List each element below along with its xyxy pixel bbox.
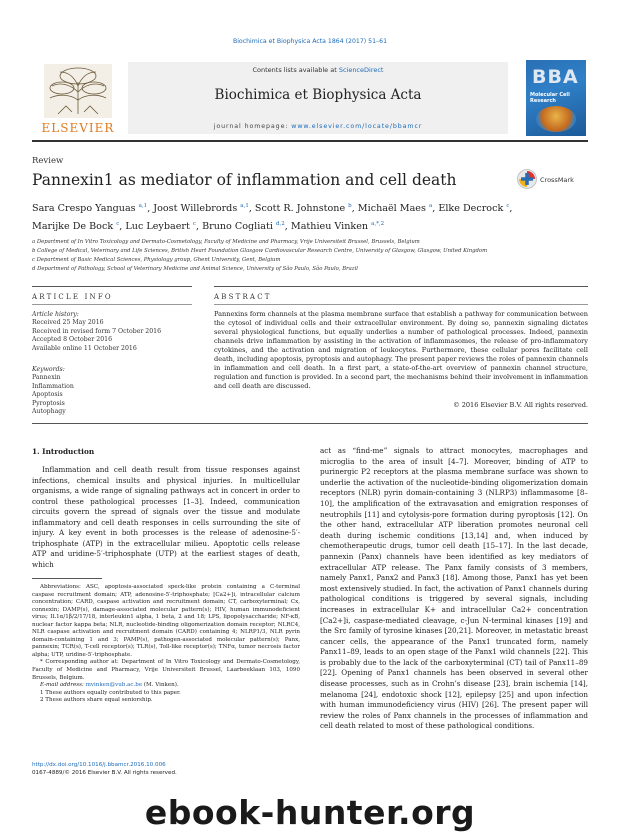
footnotes: [32, 584, 300, 705]
history-accepted: Accepted 8 October 2016: [32, 336, 113, 344]
history-label: Article history:: [32, 311, 79, 318]
article-info-rule-lower: [32, 304, 192, 305]
authors-line-1[interactable]: Sara Crespo Yanguas $^{a,1}$, Joost Willebrords $^{a,1}$, Scott R. Johnstone $^b$, Michaël Maes $^a$, Elke Decrock $^c$,: [32, 203, 513, 215]
section-heading-introduction: 1. Introduction: [32, 447, 95, 456]
article-history: [32, 311, 192, 353]
homepage-prefix: journal homepage:: [213, 123, 292, 130]
email-footnote: [32, 682, 300, 690]
abstract-rule-lower: [214, 304, 588, 305]
intro-paragraph-right: act as “find-me” signals to attract monocytes, macrophages and microglia to the area of insult [4–7]. Moreover, binding of ATP to purinergic P2 receptors at the plasma membrane surface was shown to underlie the activation of the nucleotide-binding oligomerization domain receptors (NLR) pyrin domain-containing 3 (NLRP3) inflammasome [8–10], the amplification of the extravasation and emigration responses of neutrophils [11] and cytolysis-pore formation during pyroptosis [12]. On the other hand, extracellular ATP liberation promotes neuronal cell death during ischemic conditions [13,14] and, when induced by chemotherapeutic drugs, tumor cell death [15–17]. In the last decade, pannexin (Panx) channels have been identified as key mediators of extracellular ATP release. The Panx family consists of 3 members, namely Panx1, Panx2 and Panx3 [18]. Among those, Panx1 has yet been most extensively studied. In fact, the activation of Panx1 channels during pathological conditions is triggered by several signals, including increases in extracellular K+ and intracellular Ca2+ concentration [Ca2+]i, caspase-mediated cleavage, c-Jun N-terminal kinases [19] and the Src family of tyrosine kinases [20,21]. Moreover, in metastatic breast cancer cells, the appearance of the Panx1 truncated form, namely Panx11–89, leads to an open stage of the Panx1 wild channels [22]. This is probably due to the lack of the carboxyterminal (CT) tail of Panx11–89 [22]. Opening of Panx1 channels has been observed in several other disease processes, such as in Crohn’s disease [23], brain ischemia [14], melanoma [24], endotoxic shock [12], epilepsy [25] and upon infection with human immunodeficiency virus (HIV) [26]. The present paper will review the roles of Panx channels in the processes of inflammation and cell death related to most of these pathological conditions.: [320, 446, 588, 731]
journal-citation[interactable]: Biochimica et Biophysica Acta 1864 (2017) 51–61: [232, 38, 388, 45]
contents-line: [128, 66, 508, 74]
footnote-divider: [32, 578, 102, 579]
doi-link[interactable]: http://dx.doi.org/10.1016/j.bbamcr.2016.10.006: [32, 762, 166, 768]
author-list: [32, 199, 562, 234]
affiliation-d: d Department of Pathology, School of Veterinary Medicine and Animal Science, University of São Paulo, São Paulo, Brazil: [32, 266, 358, 272]
keyword: Inflammation: [32, 382, 74, 390]
authors-line-2[interactable]: Marijke De Bock $^c$, Luc Leybaert $^c$, Bruno Cogliati $^{d,2}$, Mathieu Vinken $^{a,*,2}$: [32, 220, 385, 232]
corresponding-author-footnote: * Corresponding author at: Department of In Vitro Toxicology and Dermato-Cosmetology, Faculty of Medicine and Pharmacy, Vrije Universiteit Brussel, Laarbeeklaan 103, 1090 Brussels, Belgium.: [32, 659, 300, 681]
affiliation-a: a Department of In Vitro Toxicology and Dermato-Cosmetology, Faculty of Medicine and Pharmacy, Vrije Universiteit Brussel, Brussels, Belgium: [32, 239, 420, 245]
article-title: Pannexin1 as mediator of inflammation and cell death: [32, 171, 457, 189]
affiliation-b: b College of Medical, Veterinary and Life Sciences, British Heart Foundation Glasgow Cardiovascular Research Centre, University of Glasgow, Glasgow, United Kingdom: [32, 248, 488, 254]
crossmark-label: CrossMark: [540, 176, 574, 184]
history-online: Available online 11 October 2016: [32, 344, 137, 352]
equal-seniorship-footnote: 2 These authors share equal seniorship.: [40, 697, 153, 704]
keywords: [32, 366, 192, 416]
abstract-rule: [214, 286, 588, 287]
keyword: Pannexin: [32, 374, 61, 382]
sciencedirect-link[interactable]: ScienceDirect: [338, 66, 384, 74]
email-label: E-mail address:: [40, 682, 86, 689]
keyword: Pyroptosis: [32, 399, 65, 407]
article-info-rule: [32, 286, 192, 287]
cover-subtitle: Molecular Cell Research: [530, 92, 570, 104]
affiliation-c: c Department of Basic Medical Sciences, Physiology group, Ghent University, Gent, Belgium: [32, 257, 281, 263]
intro-paragraph-left: Inflammation and cell death result from tissue responses against infections, chemical insults and physical injuries. In multicellular organisms, a wide range of signaling pathways act in concert in order to control these pathological processes [1–3]. Indeed, communication circuits govern the spread of signals over the tissue and modulate inflammatory and cell death responses in cells surrounding the site of injury. A key event in both processes is the release of adenosine-5′-triphosphate (ATP) in the extracellular milieu. Apoptotic cells release ATP and uridine-5′-triphosphate (UTP) at the earliest stages of death, which: [32, 465, 300, 569]
doi-block: [32, 762, 177, 777]
keyword: Apoptosis: [32, 391, 63, 399]
history-revised: Received in revised form 7 October 2016: [32, 327, 162, 335]
history-received: Received 25 May 2016: [32, 319, 104, 327]
cover-title: BBA: [532, 66, 579, 88]
watermark-text: ebook-hunter.org: [144, 793, 476, 832]
abstract-bottom-rule: [32, 423, 588, 424]
email-suffix: (M. Vinken).: [142, 682, 179, 689]
journal-name: Biochimica et Biophysica Acta: [214, 87, 422, 103]
equal-contribution-footnote: 1 These authors equally contributed to this paper.: [40, 689, 181, 696]
article-type: Review: [32, 156, 64, 166]
elsevier-logo-icon: [32, 62, 124, 137]
journal-homepage: [128, 123, 508, 130]
journal-cover-image: [526, 60, 586, 136]
contents-prefix: Contents lists available at: [252, 66, 339, 74]
abbreviations-footnote: Abbreviations: ASC, apoptosis-associated speck-like protein containing a C-terminal caspase recruitment domain; ATP, adenosine-5′-triphosphate; [Ca2+]i, intracellular calcium concentration; CARD, caspase activation and recruitment domain; CT, carboxyterminal; Cx, connexin; DAMP(s), damage-associated molecular pattern(s); HIV, human immunodeficient virus; IL1α/1β/2/17/18, interleukin1 alpha, 1 beta, 2 and 18; LPS, lipopolysaccharide; NF-κB, nuclear factor kappa beta; NLR, nucleotide-binding oligomerization domain receptor; NLRC4, NLR caspase activation and recruitment domain (CARD) containing 4; NLRP1/3, NLR pyrin domain-containing 1 and 3; PAMP(s), pathogen-associated molecular pattern(s); Panx, pannexin; TCR(s), T-cell receptor(s); TLR(s), Toll-like receptor(s); TNFα, tumor necrosis factor alpha; UTP, uridine-5′-triphosphate.: [32, 584, 300, 658]
keywords-label: Keywords:: [32, 366, 65, 373]
article-info-heading: ARTICLE INFO: [32, 293, 113, 301]
issn-copyright: 0167-4889/© 2016 Elsevier B.V. All rights reserved.: [32, 769, 177, 776]
keyword: Autophagy: [32, 408, 66, 416]
crossmark-icon[interactable]: [516, 168, 586, 190]
abstract-text: Pannexins form channels at the plasma membrane surface that establish a pathway for communication between the cytosol of individual cells and their extracellular environment. By doing so, pannexin signaling dictates several physiological functions, but equally underlies a number of pathological processes. Indeed, pannexin channels drive inflammation by assisting in the activation of inflammasomes, the release of pro-inflammatory cytokines, and the activation and migration of leukocytes. Furthermore, these cellular pores facilitate cell death, including apoptosis, pyroptosis and autophagy. The present paper reviews the roles of pannexin channels in inflammation and cell death. In a first part, a state-of-the-art overview of pannexin channel structure, regulation and function is provided. In a second part, the mechanisms behind their involvement in inflammation and cell death are discussed.: [214, 310, 588, 390]
publisher-logo-text: ELSEVIER: [41, 121, 115, 135]
cover-artwork: [536, 106, 576, 132]
abstract-heading: ABSTRACT: [214, 293, 272, 301]
header-divider: [32, 140, 588, 142]
abstract-copyright: © 2016 Elsevier B.V. All rights reserved.: [453, 401, 588, 409]
homepage-link[interactable]: www.elsevier.com/locate/bbamcr: [291, 123, 423, 130]
email-link[interactable]: mvinken@vub.ac.be: [85, 682, 143, 689]
